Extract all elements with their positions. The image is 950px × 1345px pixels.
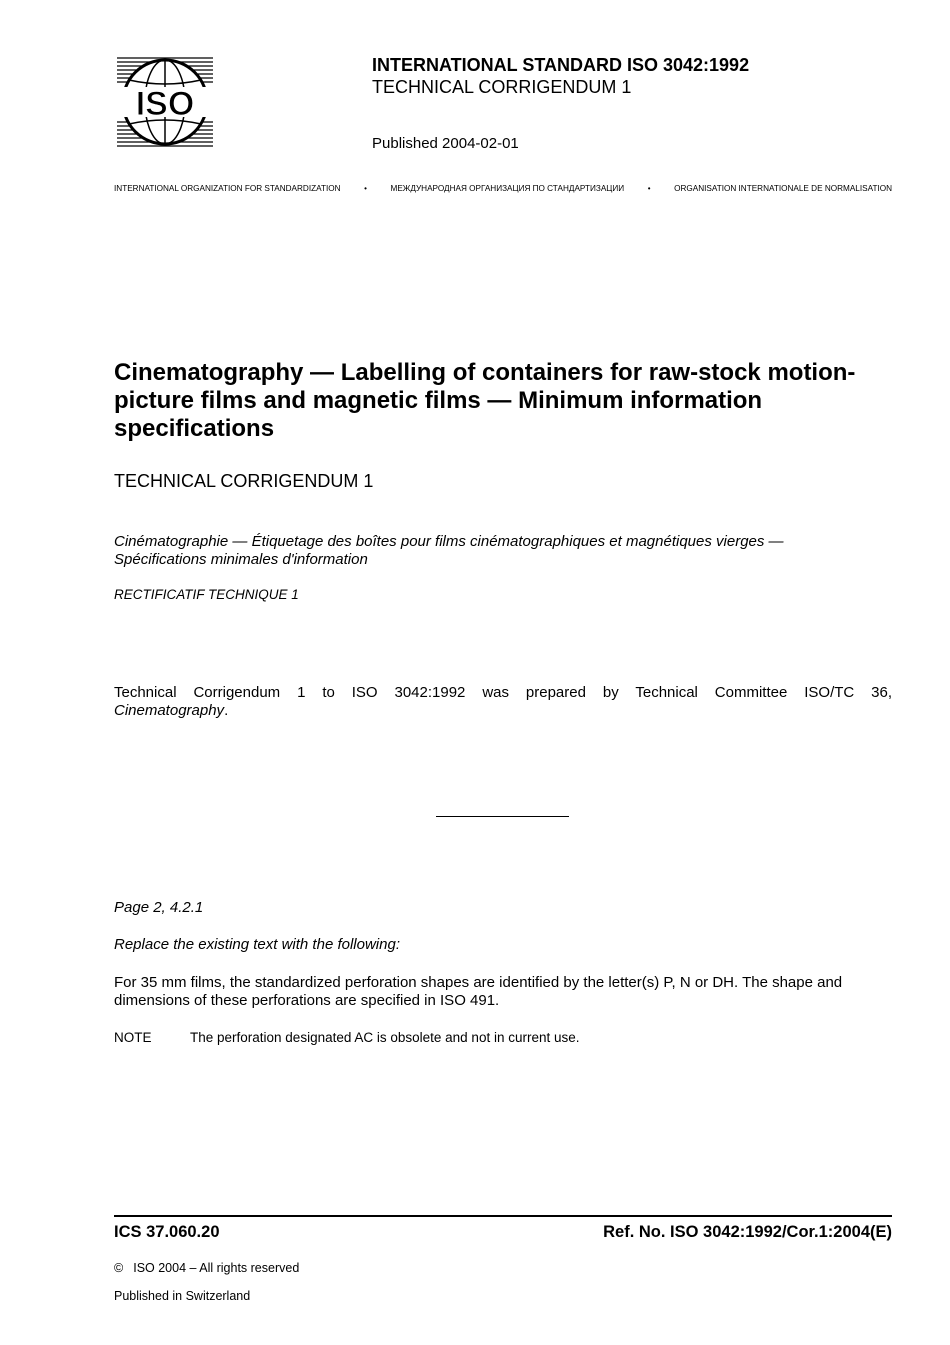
preparation-line: Technical Corrigendum 1 to ISO 3042:1992 was prepared by Technical Committee ISO/TC 36,	[114, 684, 892, 701]
separator-bullet: •	[364, 184, 367, 193]
standard-number: INTERNATIONAL STANDARD ISO 3042:1992	[372, 55, 750, 75]
note-text: The perforation designated AC is obsolete and not in current use.	[190, 1030, 580, 1045]
published-in: Published in Switzerland	[114, 1289, 251, 1303]
organization-names	[114, 184, 892, 194]
ics-code: ICS 37.060.20	[114, 1223, 220, 1241]
period: .	[224, 702, 229, 719]
org-name-english: INTERNATIONAL ORGANIZATION FOR STANDARDIZATION	[114, 184, 341, 193]
document-title: Cinematography — Labelling of containers for raw-stock motion-picture films and magnetic films — Minimum information specifications	[114, 359, 856, 442]
committee-name-line	[114, 702, 892, 720]
french-rectificatif: RECTIFICATIF TECHNIQUE 1	[114, 587, 299, 602]
published-date: Published 2004-02-01	[372, 135, 519, 152]
separator-bullet: •	[647, 184, 651, 193]
replace-instruction: Replace the existing text with the following:	[114, 936, 400, 953]
footer-rule	[114, 1215, 892, 1217]
reference-number: Ref. No. ISO 3042:1992/Cor.1:2004(E)	[603, 1223, 892, 1241]
org-name-french: ORGANISATION INTERNATIONALE DE NORMALISATION	[674, 184, 892, 193]
copyright-line	[114, 1261, 299, 1276]
french-title: Cinématographie — Étiquetage des boîtes pour films cinématographiques et magnétiques vierges — Spécifications minimales d'information	[114, 533, 784, 568]
org-name-russian: МЕЖДУНАРОДНАЯ ОРГАНИЗАЦИЯ ПО СТАНДАРТИЗАЦИИ	[390, 184, 625, 193]
page-reference: Page 2, 4.2.1	[114, 899, 204, 916]
copyright-symbol: ©	[114, 1261, 124, 1275]
replacement-text: For 35 mm films, the standardized perforation shapes are identified by the letter(s) P, N or DH. The shape and dimensions of these perforations are specified in ISO 491.	[114, 974, 843, 1009]
note-label: NOTE	[114, 1030, 152, 1045]
technical-corrigendum-heading: TECHNICAL CORRIGENDUM 1	[114, 471, 374, 491]
svg-text:ISO: ISO	[135, 85, 195, 123]
committee-name: Cinematography	[114, 702, 225, 719]
preparation-statement	[114, 684, 892, 720]
separator-rule	[436, 816, 569, 817]
iso-logo	[115, 55, 215, 149]
corrigendum-label: TECHNICAL CORRIGENDUM 1	[372, 77, 632, 97]
copyright-text: ISO 2004 – All rights reserved	[133, 1261, 300, 1275]
